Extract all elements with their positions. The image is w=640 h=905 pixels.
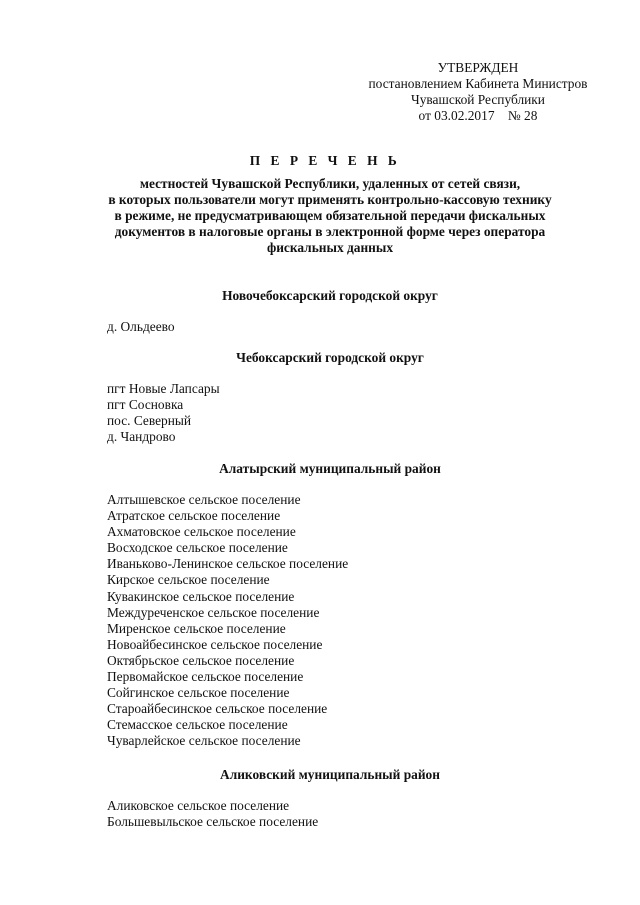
list-item: Чуварлейское сельское поселение bbox=[107, 733, 301, 749]
approval-date-number: от 03.02.2017 № 28 bbox=[418, 108, 538, 123]
list-item: Сойгинское сельское поселение bbox=[107, 685, 290, 701]
section-title-cheboksary: Чебоксарский городской округ bbox=[236, 350, 424, 365]
list-item: Междуреченское сельское поселение bbox=[107, 604, 320, 620]
title-line: в режиме, не предусматривающем обязательной передачи фискальных bbox=[114, 208, 546, 223]
list-item: Первомайское сельское поселение bbox=[107, 669, 304, 685]
title-line: в которых пользователи могут применять контрольно-кассовую технику bbox=[108, 192, 552, 207]
title-heading: П Е Р Е Ч Е Н Ь bbox=[249, 153, 401, 168]
section-list-alikovo bbox=[107, 798, 318, 830]
title-line: фискальных данных bbox=[266, 240, 394, 255]
list-item: Октябрьское сельское поселение bbox=[107, 652, 295, 668]
list-item: Атратское сельское поселение bbox=[107, 508, 281, 524]
list-item: Стемасское сельское поселение bbox=[107, 717, 288, 733]
list-item: Кирское сельское поселение bbox=[107, 572, 270, 588]
list-item: Миренское сельское поселение bbox=[107, 620, 286, 636]
list-item: Алтышевское сельское поселение bbox=[107, 492, 301, 507]
section-title-alikovo: Аликовский муниципальный район bbox=[220, 767, 440, 782]
list-item: Кувакинское сельское поселение bbox=[107, 588, 295, 604]
approval-status: УТВЕРЖДЕН bbox=[437, 60, 519, 75]
section-title-alatyr: Алатырский муниципальный район bbox=[219, 461, 441, 476]
list-item: пгт Сосновка bbox=[107, 397, 184, 413]
title-line: местностей Чувашской Республики, удаленных от сетей связи, bbox=[139, 176, 521, 191]
list-item: д. Ольдеево bbox=[107, 319, 175, 334]
document-title bbox=[0, 153, 640, 256]
list-item: Восходское сельское поселение bbox=[107, 540, 288, 556]
approval-block bbox=[360, 60, 596, 124]
section-title-novocheboksarsk: Новочебоксарский городской округ bbox=[222, 288, 438, 303]
section-list-novocheboksarsk bbox=[107, 319, 175, 335]
list-item: пгт Новые Лапсары bbox=[107, 381, 220, 396]
section-list-alatyr bbox=[107, 492, 348, 750]
approval-republic: Чувашской Республики bbox=[411, 92, 545, 107]
list-item: Большевыльское сельское поселение bbox=[107, 814, 319, 830]
list-item: Ахматовское сельское поселение bbox=[107, 524, 296, 540]
list-item: Иваньково-Ленинское сельское поселение bbox=[107, 556, 349, 572]
title-line: документов в налоговые органы в электронной форме через оператора bbox=[114, 224, 546, 239]
list-item: д. Чандрово bbox=[107, 429, 176, 445]
list-item: пос. Северный bbox=[107, 413, 192, 429]
list-item: Староайбесинское сельское поселение bbox=[107, 701, 328, 717]
section-list-cheboksary bbox=[107, 381, 220, 445]
list-item: Новоайбесинское сельское поселение bbox=[107, 636, 323, 652]
approval-issuer: постановлением Кабинета Министров bbox=[368, 76, 588, 91]
list-item: Аликовское сельское поселение bbox=[107, 798, 290, 813]
